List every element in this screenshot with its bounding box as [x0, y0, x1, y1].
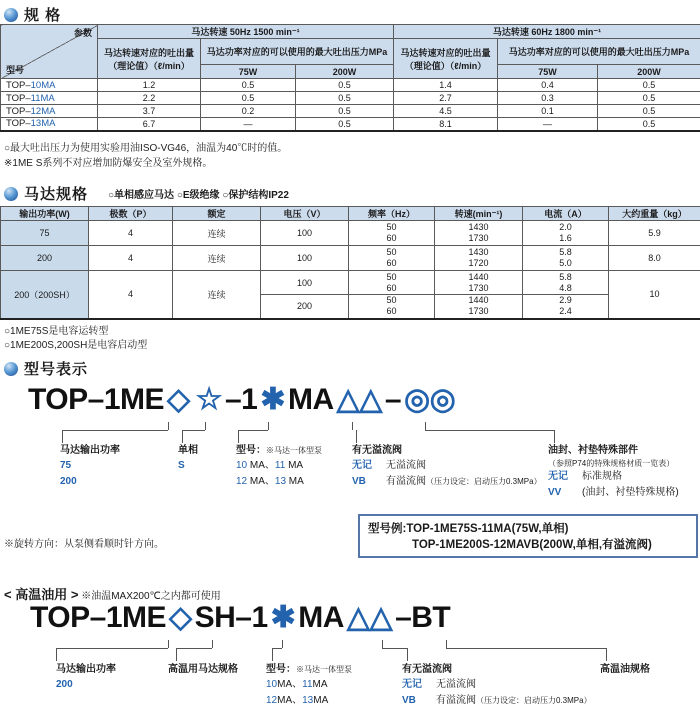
connector-line — [268, 422, 269, 430]
connector-line — [168, 422, 169, 430]
poles-cell: 4 — [89, 271, 173, 319]
corner-label-model: 型号 — [6, 65, 25, 75]
model-code-string: TOP–1ME ◇ ☆ –1 ✱ MA △△ – ◎◎ — [28, 382, 458, 417]
model-cell: TOP–11MA — [1, 92, 98, 105]
connector-line — [62, 430, 168, 443]
diamond-symbol: ◇ — [169, 601, 192, 634]
value-cell: 0.5 — [598, 92, 700, 105]
value-cell: 0.5 — [296, 105, 394, 118]
freq-cell: 50 60 — [349, 246, 435, 271]
value-cell: 8.1 — [394, 118, 498, 131]
field-relief-valve: 有无溢流阀 无记 无溢流阀 VB 有溢流阀（压力设定：启动压力0.3MPa） — [352, 445, 542, 487]
connector-line — [238, 430, 268, 443]
flow-header-60hz: 马达转速对应的吐出量 （理论值）（ℓ/min） — [394, 39, 498, 79]
spec-note-2: ※1ME S系列不对应增加防爆安全及室外规格。 — [4, 158, 213, 169]
rotation-note: ※旋转方向：从泵侧看顺时针方向。 — [4, 539, 164, 550]
asterisk-symbol: ✱ — [270, 601, 296, 634]
motor-header: 频率（Hz） — [349, 207, 435, 221]
speed-cell: 1430 1720 — [435, 246, 523, 271]
motor-section-title: 马达规格 — [24, 186, 89, 203]
group-header-60hz: 马达转速 60Hz 1800 min⁻¹ — [394, 25, 700, 39]
field-phase: 单相 S — [178, 445, 198, 471]
motor-section-header — [4, 183, 289, 204]
connector-line — [425, 430, 555, 443]
spec-section-header — [4, 4, 61, 25]
col-200w: 200W — [296, 65, 394, 79]
star-symbol: ☆ — [195, 383, 222, 416]
value-cell: 0.5 — [296, 92, 394, 105]
value-cell: 0.5 — [296, 79, 394, 92]
model-section-title: 型号表示 — [24, 361, 89, 378]
group-header-50hz: 马达转速 50Hz 1500 min⁻¹ — [98, 25, 394, 39]
motor-note-2: ○1ME200S,200SH是电容启动型 — [4, 340, 148, 351]
value-cell: 3.7 — [98, 105, 201, 118]
freq-cell: 50 60 — [349, 295, 435, 319]
rating-cell: 连续 — [173, 221, 261, 246]
connector-line — [356, 430, 357, 443]
model-example-box — [358, 514, 698, 558]
motor-header: 额定 — [173, 207, 261, 221]
table-row — [1, 79, 700, 92]
connector-line — [446, 648, 607, 661]
power-cell: 75 — [1, 221, 89, 246]
connector-line — [446, 640, 447, 648]
current-cell: 5.8 4.8 — [523, 271, 609, 295]
model-section-header — [4, 358, 88, 379]
voltage-cell: 100 — [261, 271, 349, 295]
value-cell: 2.7 — [394, 92, 498, 105]
flow-header-50hz: 马达转速对应的吐出量 （理论值）（ℓ/min） — [98, 39, 201, 79]
current-cell: 5.8 5.0 — [523, 246, 609, 271]
ht-code-string: TOP–1ME ◇ SH–1 ✱ MA △△ –BT — [30, 601, 451, 634]
asterisk-symbol: ✱ — [260, 383, 285, 416]
rating-cell: 连续 — [173, 271, 261, 319]
field-pump-model: 型号：※马达一体型泵 10MA、11MA 12MA、13MA — [266, 664, 352, 706]
connector-line — [282, 640, 283, 648]
voltage-cell: 200 — [261, 295, 349, 319]
power-cell: 200（200SH） — [1, 271, 89, 319]
value-cell: — — [201, 118, 296, 131]
field-motor-power: 马达输出功率 200 — [56, 664, 116, 690]
poles-cell: 4 — [89, 246, 173, 271]
value-cell: — — [498, 118, 598, 131]
circles-symbol: ◎◎ — [404, 383, 456, 416]
spec-note-1: ○最大吐出压力为使用实验用油ISO-VG46，油温为40℃时的值。 — [4, 143, 288, 154]
value-cell: 1.4 — [394, 79, 498, 92]
value-cell: 2.2 — [98, 92, 201, 105]
col-75w: 75W — [201, 65, 296, 79]
connector-line — [176, 648, 212, 661]
col-200w: 200W — [598, 65, 700, 79]
voltage-cell: 100 — [261, 221, 349, 246]
field-relief-valve: 有无溢流阀 无记 无溢流阀 VB 有溢流阀（压力设定：启动压力0.3MPa） — [402, 664, 592, 706]
value-cell: 0.5 — [598, 105, 700, 118]
table-row — [1, 221, 700, 246]
connector-line — [182, 430, 205, 443]
field-pump-model: 型号：※马达一体型泵 10 MA、11 MA 12 MA、13 MA — [236, 445, 322, 487]
value-cell: 1.2 — [98, 79, 201, 92]
field-seal-parts: 油封、衬垫特殊部件 （参照P74的特殊规格材质一览表） 无记 标准规格 VV (油封、衬垫特殊规格) — [548, 445, 679, 498]
weight-cell: 10 — [609, 271, 700, 319]
motor-header: 大约重量（kg） — [609, 207, 700, 221]
freq-cell: 50 60 — [349, 221, 435, 246]
spec-section-title: 规 格 — [24, 7, 62, 24]
weight-cell: 5.9 — [609, 221, 700, 246]
triangles-symbol: △△ — [346, 601, 393, 634]
voltage-cell: 100 — [261, 246, 349, 271]
motor-section-subtitle: ○单相感应马达 ○E级绝缘 ○保护结构IP22 — [108, 190, 289, 201]
table-row — [1, 105, 700, 118]
motor-header: 输出功率(W) — [1, 207, 89, 221]
pressure-header-60hz: 马达功率对应的可以使用的最大吐出压力MPa — [498, 39, 700, 65]
model-cell: TOP–13MA — [1, 118, 98, 131]
value-cell: 6.7 — [98, 118, 201, 131]
freq-cell: 50 60 — [349, 271, 435, 295]
connector-line — [212, 640, 213, 648]
motor-header: 极数（P） — [89, 207, 173, 221]
col-75w: 75W — [498, 65, 598, 79]
value-cell: 0.5 — [201, 92, 296, 105]
field-motor-power: 马达输出功率 75 200 — [60, 445, 120, 487]
rating-cell: 连续 — [173, 246, 261, 271]
value-cell: 0.5 — [598, 79, 700, 92]
value-cell: 0.4 — [498, 79, 598, 92]
table-row — [1, 271, 700, 295]
triangles-symbol: △△ — [336, 383, 382, 416]
connector-line — [56, 648, 168, 661]
speed-cell: 1440 1730 — [435, 295, 523, 319]
motor-header: 电流（A） — [523, 207, 609, 221]
motor-header: 电压（V） — [261, 207, 349, 221]
value-cell: 0.2 — [201, 105, 296, 118]
example-line-1: 型号例:TOP-1ME75S-11MA(75W,单相) — [368, 523, 569, 535]
corner-label-param: 参数 — [73, 28, 92, 38]
value-cell: 0.5 — [296, 118, 394, 131]
field-ht-motor-spec: 高温用马达规格 — [168, 664, 238, 675]
value-cell: 4.5 — [394, 105, 498, 118]
power-cell: 200 — [1, 246, 89, 271]
connector-line — [382, 640, 383, 648]
value-cell: 0.5 — [598, 118, 700, 131]
speed-cell: 1440 1730 — [435, 271, 523, 295]
model-cell: TOP–12MA — [1, 105, 98, 118]
current-cell: 2.9 2.4 — [523, 295, 609, 319]
model-cell: TOP–10MA — [1, 79, 98, 92]
connector-line — [425, 422, 426, 430]
field-ht-oil-spec: 高温油规格 — [600, 664, 650, 675]
table-row — [1, 92, 700, 105]
section-bullet-icon — [4, 8, 18, 22]
section-bullet-icon — [4, 187, 18, 201]
spec-table — [0, 24, 700, 132]
connector-line — [382, 648, 408, 661]
motor-header: 转速(min⁻¹) — [435, 207, 523, 221]
spec-corner-cell — [1, 25, 98, 79]
weight-cell: 8.0 — [609, 246, 700, 271]
table-row — [1, 118, 700, 131]
connector-line — [352, 422, 353, 430]
speed-cell: 1430 1730 — [435, 221, 523, 246]
poles-cell: 4 — [89, 221, 173, 246]
value-cell: 0.1 — [498, 105, 598, 118]
value-cell: 0.5 — [201, 79, 296, 92]
section-bullet-icon — [4, 362, 18, 376]
connector-line — [168, 640, 169, 648]
ht-section-header: < 高温油用 > ※油温MAX200℃之内都可使用 — [4, 587, 221, 602]
table-row — [1, 246, 700, 271]
motor-table — [0, 206, 700, 320]
connector-line — [205, 422, 206, 430]
pressure-header-50hz: 马达功率对应的可以使用的最大吐出压力MPa — [201, 39, 394, 65]
value-cell: 0.3 — [498, 92, 598, 105]
current-cell: 2.0 1.6 — [523, 221, 609, 246]
motor-note-1: ○1ME75S是电容运转型 — [4, 326, 109, 337]
connector-line — [272, 648, 282, 661]
diamond-symbol: ◇ — [167, 383, 190, 416]
example-line-2: TOP-1ME200S-12MAVB(200W,单相,有溢流阀) — [412, 539, 652, 551]
